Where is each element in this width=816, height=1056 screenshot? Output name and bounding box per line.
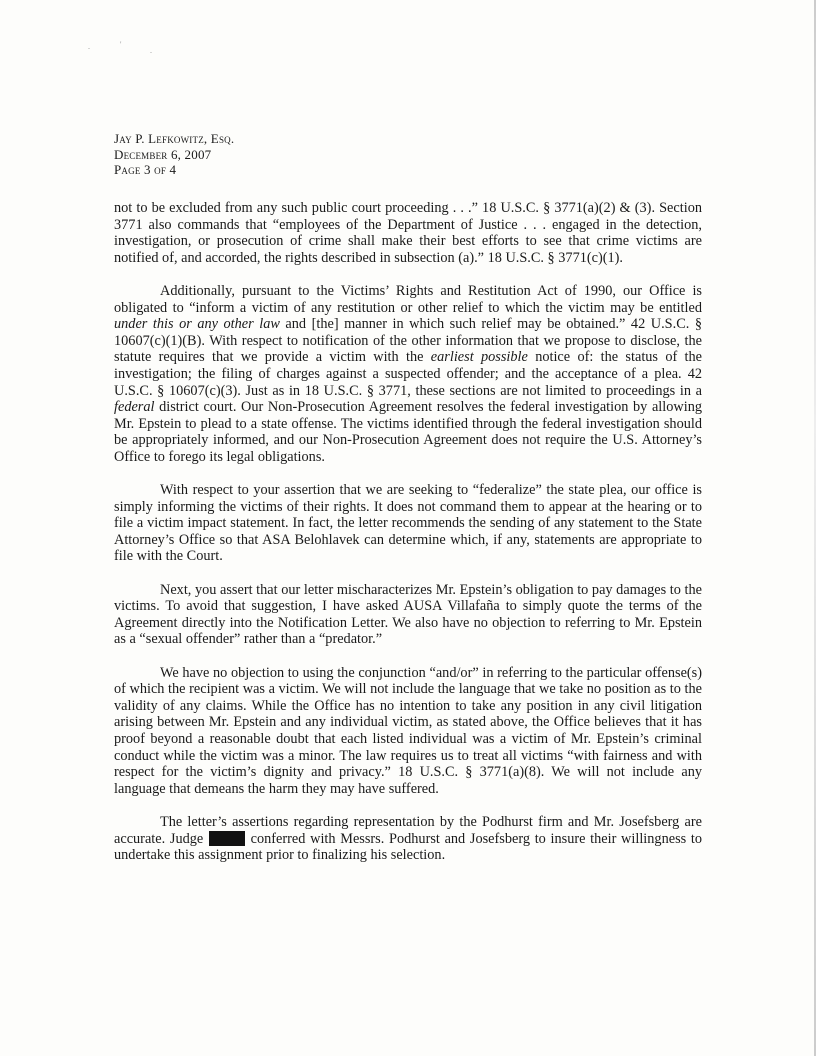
page-number: Page 3 of 4 [114, 162, 177, 177]
scan-speck: ' [120, 40, 122, 49]
paragraph-6 [114, 814, 702, 864]
paragraph-1: not to be excluded from any such public court proceeding . . .” 18 U.S.C. § 3771(a)(2) & (3). Section 3771 also commands that “employees of the Department of Justice . . . engaged in the detection, investigation, or prosecution of crime shall make their best efforts to see that crime victims are notified of, and accorded, the rights described in subsection (a).” 18 U.S.C. § 3771(c)(1). [114, 200, 702, 266]
paragraph-6-text: conferred with Messrs. Podhurst and Josefsberg to insure their willingness to undertake this assignment prior to finalizing his selection. [114, 830, 703, 864]
scan-speck: . [88, 42, 90, 51]
letter-header [114, 131, 234, 178]
paragraph-6-text: The letter’s assertions regarding representation by the Podhurst firm and Mr. Josefsberg are accurate. Judge [114, 813, 702, 847]
scan-speck: . [150, 46, 152, 55]
paragraph-2-emphasis: earliest possible [430, 349, 528, 366]
paragraph-3: With respect to your assertion that we are seeking to “federalize” the state plea, our office is simply informing the victims of their rights. It does not command them to appear at the hearing or to file a victim impact statement. In fact, the letter recommends the sending of any statement to the State Attorney’s Office so that ASA Belohlavek can determine which, if any, statements are appropriate to file with the Court. [114, 482, 702, 565]
paragraph-2-text: Additionally, pursuant to the Victims’ Rights and Restitution Act of 1990, our Office is obligated to “inform a victim of any restitution or other relief to which the victim may be entitled [114, 282, 702, 316]
paragraph-4: Next, you assert that our letter mischaracterizes Mr. Epstein’s obligation to pay damages to the victims. To avoid that suggestion, I have asked AUSA Villafaña to simply quote the terms of the Agreement directly into the Notification Letter. We also have no objection to referring to Mr. Epstein as a “sexual offender” rather than a “predator.” [114, 581, 702, 648]
letter-body [114, 200, 702, 880]
paragraph-2 [114, 283, 702, 466]
paragraph-2-text: and [the] manner in which such relief may be obtained.” 42 U.S.C. § 10607(c)(1)(B). With respect to notification of the other information that we propose to disclose, the statute requires that we provide a victim with the [114, 316, 702, 366]
paragraph-2-emphasis: under this or any other law [114, 316, 280, 333]
recipient-name: Jay P. Lefkowitz, Esq. [114, 131, 235, 146]
paragraph-5: We have no objection to using the conjunction “and/or” in referring to the particular offense(s) of which the recipient was a victim. We will not include the language that we take no position as to the validity of any claims. While the Office has no intention to take any position in any civil litigation arising between Mr. Epstein and any individual victim, as stated above, the Office believes that it has proof beyond a reasonable doubt that each listed individual was a victim of Mr. Epstein’s criminal conduct while the victim was a minor. The law requires us to treat all victims “with fairness and with respect for the victim’s dignity and privacy.” 18 U.S.C. § 3771(a)(8). We will not include any language that demeans the harm they may have suffered. [114, 664, 702, 797]
paragraph-2-text: district court. Our Non-Prosecution Agreement resolves the federal investigation by allowing Mr. Epstein to plead to a state offense. The victims identified through the federal investigation should be appropriately informed, and our Non-Prosecution Agreement does not require the U.S. Attorney’s Office to forego its legal obligations. [114, 399, 702, 465]
letter-date: December 6, 2007 [114, 146, 212, 162]
redaction-box [209, 831, 245, 846]
paragraph-2-emphasis: federal [114, 399, 155, 416]
paragraph-2-text: notice of: the status of the investigation; the filing of charges against a suspected offender; and the acceptance of a plea. 42 U.S.C. § 10607(c)(3). Just as in 18 U.S.C. § 3771, these sections are not limited to proceedings in a [114, 349, 703, 399]
